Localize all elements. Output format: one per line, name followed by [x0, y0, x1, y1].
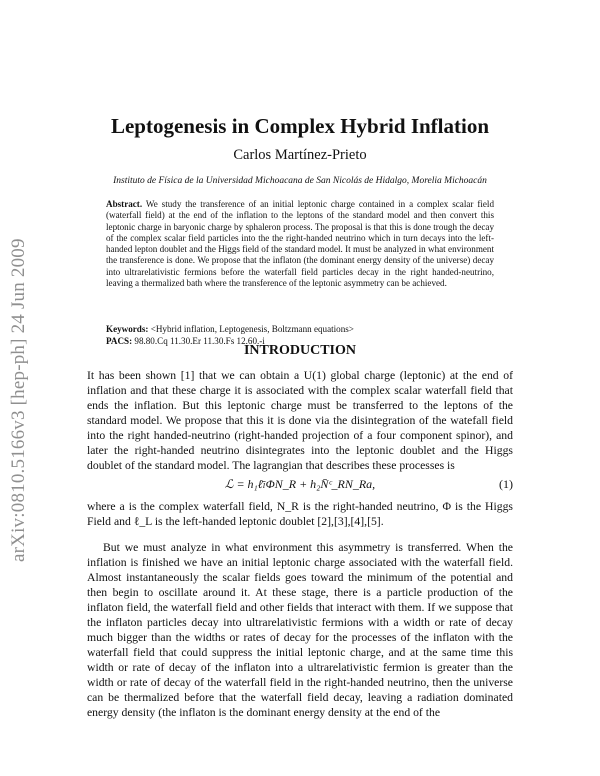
- author-name: Carlos Martínez-Prieto: [233, 147, 367, 163]
- abstract-label: Abstract.: [106, 199, 143, 209]
- abstract-text: We study the transference of an initial leptonic charge contained in a complex scalar field (waterfall field) at the end of the inflation to the leptons of the standard model and then convert this leptonic charge in baryonic charge by sphaleron process. The proposal is that this is done trough the decay of the complex scalar field particles into the the right-handed neutrino which in turn decays into the left-handed lepton doublet and the Higgs field of the standard model. It must be analyzed in what environment the transference is done. We propose that the inflaton (the dominant energy density of the universe) decay into ultrarelativistic fermions before the waterfall field particles decay in the right handed-neutrino, leaving a thermalized bath where the transference of the leptonic asymmetry can be achieved.: [106, 199, 495, 289]
- abstract: [106, 199, 494, 289]
- affiliation: Instituto de Física de la Universidad Michoacana de San Nicolás de Hidalgo, Morelia Michoacán: [113, 176, 487, 186]
- paper-title: Leptogenesis in Complex Hybrid Inflation: [110, 114, 490, 138]
- section-heading: INTRODUCTION: [243, 343, 356, 358]
- pacs-label: PACS:: [106, 336, 133, 346]
- pacs-value: 98.80.Cq 11.30.Er 11.30.Fs 12.60.-i: [134, 336, 265, 346]
- keywords-value: <Hybrid inflation, Leptogenesis, Boltzmann equations>: [150, 324, 354, 334]
- equation-body: ℒ = h₁ℓ̄ₗΦN_R + h₂N̄ᶜ_RN_Ra,: [224, 477, 376, 491]
- keywords-line: [106, 324, 494, 334]
- arxiv-identifier: arXiv:0810.5166v3 [hep-ph] 24 Jun 2009: [8, 238, 29, 562]
- keywords-label: Keywords:: [106, 324, 149, 334]
- intro-paragraph-3: But we must analyze in what environment this asymmetry is transferred. When the inflation is finished we have an initial leptonic charge associated with the waterfall field. Almost instantaneously the scalar fields goes toward the minimum of the potential and then begin to oscillate around it. At these stage, there is a particle production of the inflaton field, the waterfall field and other fields that interact with them. If we suppose that the inflaton particles decay into ultrarelativistic fermions with a width or rate of decay much bigger than the widths or rates of decay for the processes of the inflaton with the waterfall field that could suppress the initial leptonic charge, and at the same time this width or rate of decay of the inflaton into a ultrarelativistic fermion is greater than the width or rate of decay of the waterfall field in the right-handed neutrino, then the universe can be thermalized before that the waterfall field decay, leaving a radiation dominated energy density (the inflaton is the dominant energy density at the end of the: [87, 541, 513, 719]
- equation-number: (1): [499, 477, 513, 491]
- equation-1: [87, 477, 513, 495]
- intro-paragraph-2: where a is the complex waterfall field, N_R is the right-handed neutrino, Φ is the Higgs Field and ℓ_L is the left-handed leptonic doublet [2],[3],[4],[5].: [87, 500, 513, 528]
- intro-paragraph-1: It has been shown [1] that we can obtain a U(1) global charge (leptonic) at the end of inflation and that these charge it is associated with the complex scalar waterfall field that ends the inflation. But this leptonic charge must be transferred to the leptons of the standard model. We propose that this it is done via the disintegration of the watefall field into the right handed-neutrino (right-handed projection of a four component spinor), and later the right-handed neutrino disintegrates into the leptonic doublet and the Higgs doublet of the standard model. The lagrangian that describes these processes is: [87, 369, 513, 472]
